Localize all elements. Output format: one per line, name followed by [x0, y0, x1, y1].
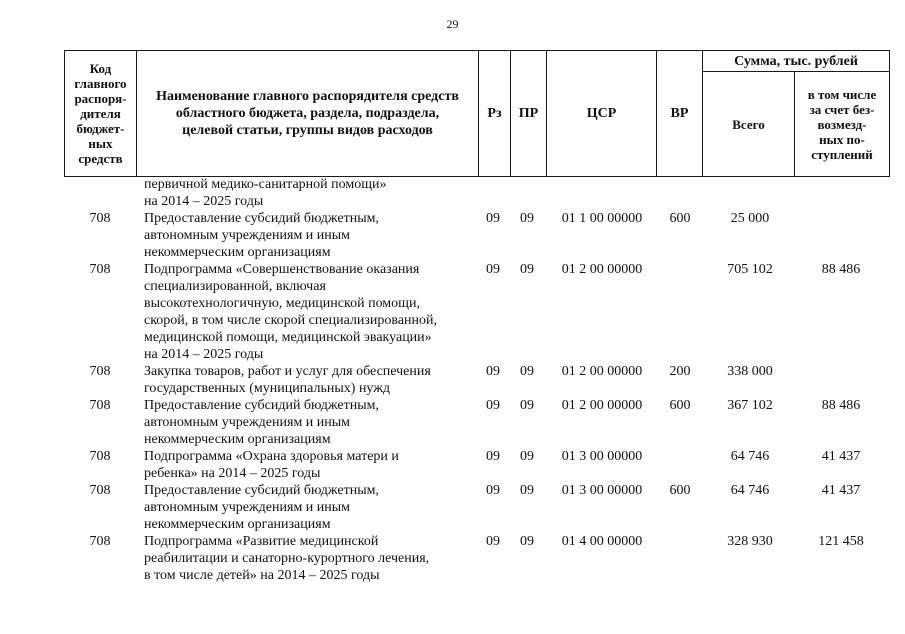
table-row: первичной медико-санитарной помощи» на 2014 – 2025 годы [144, 177, 387, 209]
table-row: 708 Подпрограмма «Развитие медицинской реабилитации и санаторно-курортного лечения, в том числе детей» на 2014 – 2025 годы 09 09 01 4 00 00000 328 930 121 458 [89, 534, 864, 583]
header-total: Всего [703, 72, 795, 177]
header-csr: ЦСР [547, 51, 657, 177]
table-row: 708 Предоставление субсидий бюджетным, автономным учреждениям и иным некоммерческим организациям 09 09 01 3 00 00000 600 64 746 41 437 [89, 483, 861, 532]
header-name: Наименование главного распорядителя средств областного бюджета, раздела, подраздела, целевой статьи, группы видов расходов [137, 51, 479, 177]
header-incl: в том числе за счет без- возмезд- ных по- ступлений [795, 72, 890, 177]
header-rz: Рз [479, 51, 511, 177]
table-body [64, 176, 884, 584]
header-vr: ВР [657, 51, 703, 177]
header-pr: ПР [511, 51, 547, 177]
header-sum: Сумма, тыс. рублей [703, 51, 890, 72]
table-header [64, 50, 890, 177]
header-code: Код главного распоря- дителя бюджет- ных средств [65, 51, 137, 177]
table-row: 708 Подпрограмма «Охрана здоровья матери и ребенка» на 2014 – 2025 годы 09 09 01 3 00 00000 64 746 41 437 [89, 449, 861, 481]
table-row: 708 Предоставление субсидий бюджетным, автономным учреждениям и иным некоммерческим организациям 09 09 01 2 00 00000 600 367 102 88 486 [89, 398, 861, 447]
table-row: 708 Закупка товаров, работ и услуг для обеспечения государственных (муниципальных) нужд 09 09 01 2 00 00000 200 338 000 [89, 364, 773, 396]
page-number: 29 [446, 17, 459, 31]
table-row: 708 Предоставление субсидий бюджетным, автономным учреждениям и иным некоммерческим организациям 09 09 01 1 00 00000 600 25 000 [89, 211, 770, 260]
table-row: 708 Подпрограмма «Совершенствование оказания специализированной, включая высокотехнологичную, медицинской помощи, скорой, в том числе скорой специализированной, медицинской помощи, медицинской эвакуации» на 2014 – 2025 годы 09 09 01 2 00 00000 705 102 88 486 [89, 262, 861, 362]
